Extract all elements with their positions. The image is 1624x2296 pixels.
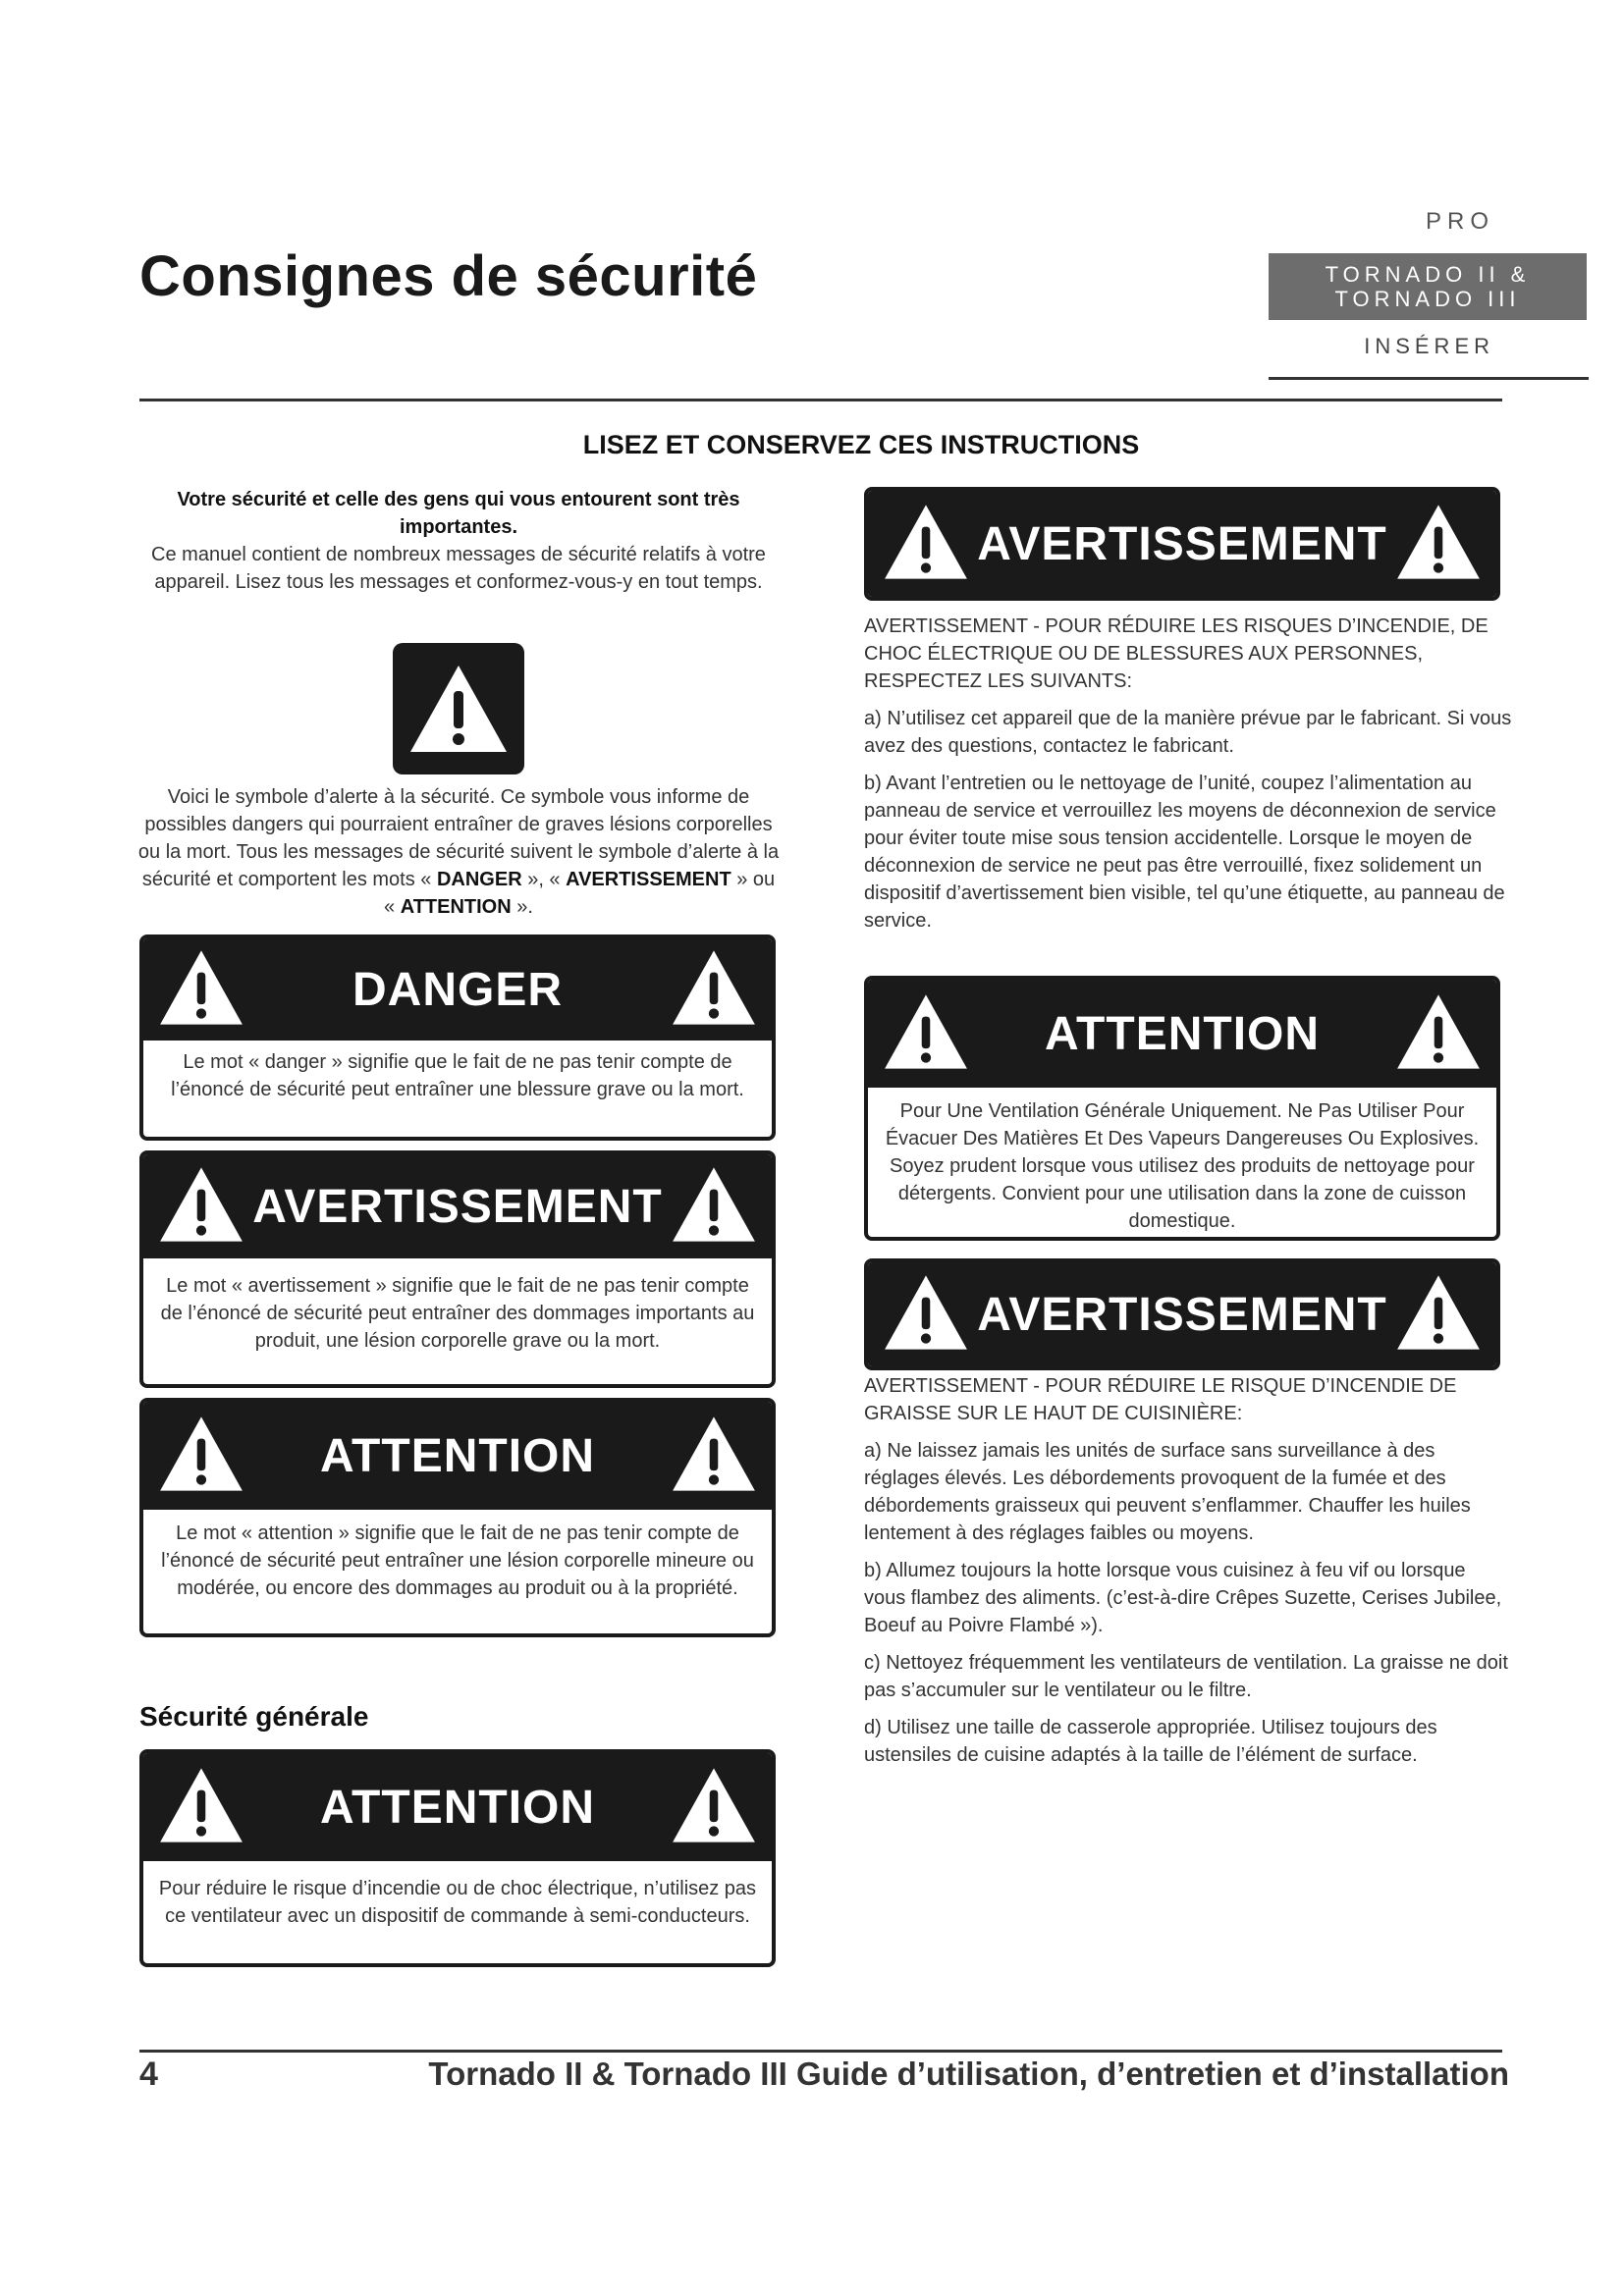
right-attention-box — [864, 976, 1500, 1241]
right-warning1-banner — [864, 487, 1500, 601]
page-title: Consignes de sécurité — [139, 244, 758, 308]
warning-triangle-icon — [1392, 1270, 1485, 1360]
right-warning1-content — [864, 613, 1512, 944]
symbol-text-part3: » ou « — [384, 869, 776, 918]
symbol-text-part1: Voici le symbole d’alerte à la sécurité. Ce symbole vous informe de possibles dangers qui pourraient entraîner de graves lésions corporelles ou la mort. Tous les messages de sécurité suivent le symbole d’alerte à la sécurité et comportent les mots « — [137, 786, 780, 890]
warning-triangle-icon — [880, 500, 972, 589]
general-attention-header — [143, 1753, 772, 1861]
warning-triangle-icon — [880, 989, 972, 1079]
avertissement-box — [139, 1150, 776, 1388]
footer-divider — [139, 2050, 1502, 2053]
warning-triangle-icon — [155, 945, 247, 1035]
danger-header — [143, 938, 772, 1041]
right-warning2-word: AVERTISSEMENT — [977, 1288, 1387, 1341]
right-warning2-content — [864, 1372, 1512, 1779]
right-warning1-word: AVERTISSEMENT — [977, 517, 1387, 570]
danger-box — [139, 934, 776, 1141]
header-divider — [139, 399, 1502, 401]
intro-bold: Votre sécurité et celle des gens qui vous entourent sont très importantes. — [177, 489, 740, 538]
symbol-text-part2: », « — [521, 869, 567, 890]
attention-text: Le mot « attention » signifie que le fait de ne pas tenir compte de l’énoncé de sécurité peut entraîner une lésion corporelle mineure ou modérée, ou encore des dommages au produit ou à la propriété. — [161, 1522, 754, 1599]
intro-body: Ce manuel contient de nombreux messages de sécurité relatifs à votre appareil. Lisez tous les messages et conformez-vous-y en tout temps. — [151, 544, 766, 593]
right-attention-header — [868, 980, 1496, 1088]
right-warning2-lead: AVERTISSEMENT - POUR RÉDUIRE LE RISQUE D’INCENDIE DE GRAISSE SUR LE HAUT DE CUISINIÈRE: — [864, 1375, 1457, 1424]
brand-divider — [1269, 377, 1589, 380]
brand-model-line1: TORNADO II & — [1325, 262, 1531, 287]
general-attention-box — [139, 1749, 776, 1967]
footer-title: Tornado II & Tornado III Guide d’utilisation, d’entretien et d’installation — [428, 2056, 1509, 2092]
safety-alert-icon — [393, 643, 524, 774]
symbol-text-part4: ». — [511, 896, 533, 918]
avertissement-header — [143, 1154, 772, 1258]
general-safety-heading: Sécurité générale — [139, 1701, 369, 1732]
right-warning1-header — [868, 491, 1496, 597]
right-attention-word: ATTENTION — [1044, 1007, 1321, 1060]
symbol-word-attention: ATTENTION — [400, 896, 512, 918]
read-keep-heading: LISEZ ET CONSERVEZ CES INSTRUCTIONS — [582, 430, 1140, 459]
attention-header — [143, 1402, 772, 1510]
avertissement-word: AVERTISSEMENT — [252, 1180, 663, 1233]
danger-text: Le mot « danger » signifie que le fait de ne pas tenir compte de l’énoncé de sécurité peut entraîner une blessure grave ou la mort. — [171, 1051, 744, 1100]
right-warning2-item-b: b) Allumez toujours la hotte lorsque vous cuisinez à feu vif ou lorsque vous flambez des aliments. (c’est-à-dire Crêpes Suzette, Cerises Jubilee, Boeuf au Poivre Flambé »). — [864, 1560, 1502, 1636]
right-warning2-item-d: d) Utilisez une taille de casserole appropriée. Utilisez toujours des ustensiles de cuisine adaptés à la taille de l’élément de surface. — [864, 1717, 1437, 1766]
warning-triangle-icon — [668, 1763, 760, 1852]
brand-model-badge — [1269, 253, 1587, 320]
brand-pro-label: PRO — [1425, 208, 1494, 235]
attention-box — [139, 1398, 776, 1637]
right-warning1-item-a: a) N’utilisez cet appareil que de la manière prévue par le fabricant. Si vous avez des questions, contactez le fabricant. — [864, 708, 1512, 757]
warning-triangle-icon — [1392, 500, 1485, 589]
general-attention-text: Pour réduire le risque d’incendie ou de choc électrique, n’utilisez pas ce ventilateur avec un dispositif de commande à semi-conducteurs. — [158, 1878, 757, 1927]
warning-triangle-icon — [1392, 989, 1485, 1079]
warning-triangle-icon — [155, 1412, 247, 1501]
danger-word: DANGER — [352, 963, 563, 1016]
warning-triangle-icon — [880, 1270, 972, 1360]
warning-triangle-icon — [155, 1162, 247, 1252]
warning-triangle-icon — [668, 945, 760, 1035]
page-number: 4 — [139, 2056, 158, 2093]
right-warning1-lead: AVERTISSEMENT - POUR RÉDUIRE LES RISQUES D’INCENDIE, DE CHOC ÉLECTRIQUE OU DE BLESSURES AUX PERSONNES, RESPECTEZ LES SUIVANTS: — [864, 615, 1489, 692]
right-warning2-item-c: c) Nettoyez fréquemment les ventilateurs de ventilation. La graisse ne doit pas s’accumuler sur le ventilateur ou le filtre. — [864, 1652, 1508, 1701]
symbol-word-danger: DANGER — [436, 869, 522, 890]
attention-word: ATTENTION — [319, 1429, 596, 1482]
warning-triangle-icon — [668, 1162, 760, 1252]
brand-insert-label: INSÉRER — [1364, 334, 1494, 358]
brand-model-line2: TORNADO III — [1334, 287, 1521, 311]
symbol-word-avertissement: AVERTISSEMENT — [566, 869, 731, 890]
warning-triangle-icon — [155, 1763, 247, 1852]
right-attention-text: Pour Une Ventilation Générale Uniquement. Ne Pas Utiliser Pour Évacuer Des Matières Et Des Vapeurs Dangereuses Ou Explosives. Soyez prudent lorsque vous utilisez des produits de nettoyage pour détergents. Convient pour une utilisation dans la zone de cuisson domestique. — [885, 1100, 1480, 1232]
warning-triangle-icon — [668, 1412, 760, 1501]
right-warning2-header — [868, 1262, 1496, 1366]
avertissement-text: Le mot « avertissement » signifie que le fait de ne pas tenir compte de l’énoncé de sécurité peut entraîner des dommages importants au produit, une lésion corporelle grave ou la mort. — [160, 1275, 755, 1352]
right-warning2-banner — [864, 1258, 1500, 1370]
general-attention-word: ATTENTION — [319, 1781, 596, 1834]
right-warning2-item-a: a) Ne laissez jamais les unités de surface sans surveillance à des réglages élevés. Les débordements provoquent de la fumée et des débordements graisseux qui peuvent s’enflammer. Chauffer les huiles lentement à des réglages faibles ou moyens. — [864, 1440, 1471, 1544]
symbol-explanation — [137, 783, 780, 921]
intro-text — [139, 486, 778, 596]
right-warning1-item-b: b) Avant l’entretien ou le nettoyage de l’unité, coupez l’alimentation au panneau de service et verrouillez les moyens de déconnexion de service pour éviter toute mise sous tension accidentelle. Lorsque le moyen de déconnexion de service ne peut pas être verrouillé, fixez solidement un dispositif d’avertissement bien visible, tel qu’une étiquette, au panneau de service. — [864, 773, 1505, 932]
